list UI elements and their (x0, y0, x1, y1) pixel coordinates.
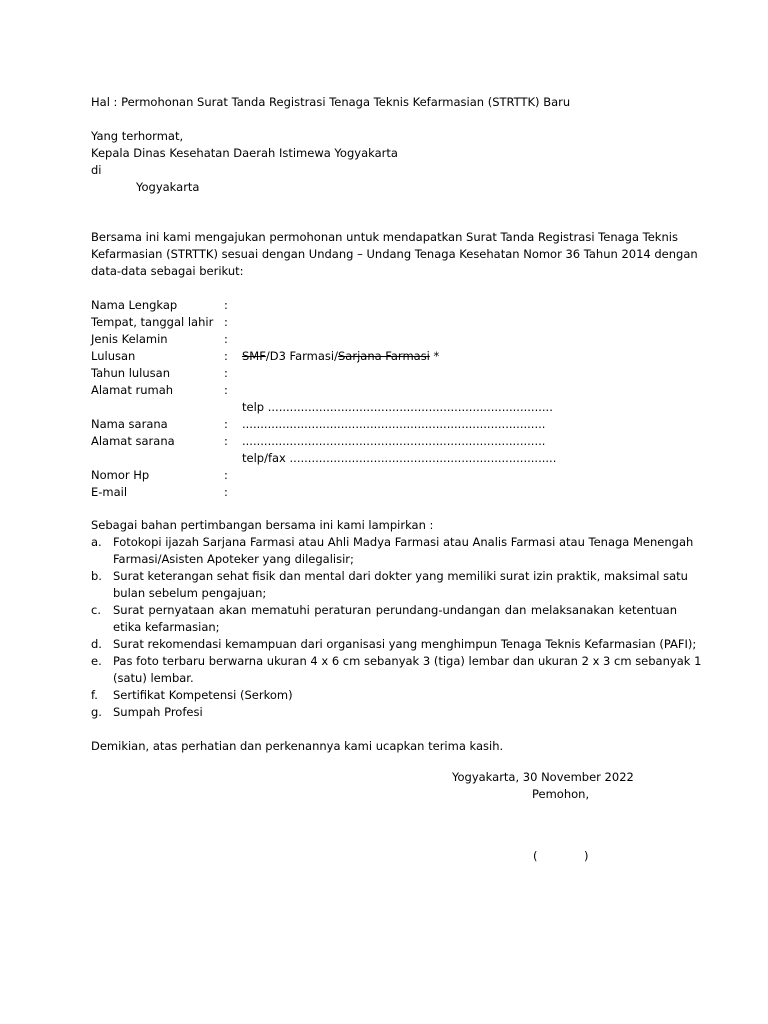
attachment-letter: d. (91, 637, 102, 651)
lulusan-option-sarjana: Sarjana Farmasi (338, 349, 430, 363)
field-colon: : (224, 315, 228, 329)
lulusan-option-d3: /D3 Farmasi/ (265, 349, 338, 363)
closing-sentence: Demikian, atas perhatian dan perkenannya kami ucapkan terima kasih. (91, 739, 504, 753)
attachment-item-line: Surat keterangan sehat fisik dan mental dari dokter yang memiliki surat izin praktik, maksimal satu (113, 569, 688, 583)
field-colon: : (224, 468, 228, 482)
field-label-jenis-kelamin: Jenis Kelamin (91, 332, 168, 346)
attachment-letter: g. (91, 705, 102, 719)
attachment-item-line: Farmasi/Asisten Apoteker yang dilegalisir; (113, 552, 354, 566)
attachment-item-line: Sumpah Profesi (113, 705, 203, 719)
attachment-item-line: etika kefarmasian; (113, 620, 220, 634)
signature-open-paren: ( (533, 849, 538, 863)
attachment-item-line: (satu) lembar. (113, 671, 194, 685)
letter-subject: Hal : Permohonan Surat Tanda Registrasi Tenaga Teknis Kefarmasian (STRTTK) Baru (91, 95, 571, 109)
attachment-letter: f. (91, 688, 98, 702)
field-colon: : (224, 485, 228, 499)
attachment-item-line: Surat rekomendasi kemampuan dari organisasi yang menghimpun Tenaga Teknis Kefarmasian (PAFI); (113, 637, 697, 651)
attachment-item-line: bulan sebelum pengajuan; (113, 586, 267, 600)
attachment-letter: a. (91, 535, 102, 549)
field-label-email: E-mail (91, 485, 128, 499)
field-colon: : (224, 332, 228, 346)
recipient-di: di (91, 163, 102, 177)
recipient: Kepala Dinas Kesehatan Daerah Istimewa Yogyakarta (91, 146, 398, 160)
signer-role: Pemohon, (532, 787, 590, 801)
lulusan-asterisk: * (429, 349, 440, 363)
field-colon: : (224, 349, 228, 363)
field-colon: : (224, 434, 228, 448)
attachment-item-line: Fotokopi ijazah Sarjana Farmasi atau Ahli Madya Farmasi atau Analis Farmasi atau Tenaga Menengah (113, 535, 694, 549)
field-label-nomor-hp: Nomor Hp (91, 468, 150, 482)
intro-line-1: Bersama ini kami mengajukan permohonan untuk mendapatkan Surat Tanda Registrasi Tenaga Teknis (91, 230, 678, 244)
attachment-letter: e. (91, 654, 102, 668)
alamat-sarana-dots: ................................................................................... (242, 434, 546, 448)
lulusan-option-smf: SMF (242, 349, 266, 363)
signature-close-paren: ) (584, 849, 589, 863)
lulusan-options (242, 348, 439, 364)
field-label-tahun-lulusan: Tahun lulusan (91, 366, 170, 380)
attachments-intro: Sebagai bahan pertimbangan bersama ini kami lampirkan : (91, 518, 434, 532)
intro-line-3: data-data sebagai berikut: (91, 264, 244, 278)
attachment-item-line: Pas foto terbaru berwarna ukuran 4 x 6 cm sebanyak 3 (tiga) lembar dan ukuran 2 x 3 cm sebanyak 1 (113, 654, 702, 668)
field-label-nama-lengkap: Nama Lengkap (91, 298, 178, 312)
attachment-letter: c. (91, 603, 101, 617)
field-colon: : (224, 366, 228, 380)
place-date: Yogyakarta, 30 November 2022 (452, 770, 634, 784)
field-colon: : (224, 298, 228, 312)
greeting: Yang terhormat, (91, 129, 184, 143)
field-label-lulusan: Lulusan (91, 349, 136, 363)
field-label-nama-sarana: Nama sarana (91, 417, 168, 431)
telp-line: telp .............................................................................. (242, 400, 553, 414)
attachment-item-line: Sertifikat Kompetensi (Serkom) (113, 688, 293, 702)
recipient-city: Yogyakarta (136, 180, 200, 194)
telpfax-line: telp/fax ......................................................................... (242, 451, 557, 465)
nama-sarana-dots: ................................................................................... (242, 417, 546, 431)
field-colon: : (224, 383, 228, 397)
field-label-ttl: Tempat, tanggal lahir (91, 315, 214, 329)
attachment-letter: b. (91, 569, 102, 583)
field-label-alamat-sarana: Alamat sarana (91, 434, 175, 448)
field-label-alamat-rumah: Alamat rumah (91, 383, 174, 397)
field-colon: : (224, 417, 228, 431)
attachment-item-line: Surat pernyataan akan mematuhi peraturan perundang-undangan dan melaksanakan ketentuan (113, 603, 677, 617)
intro-line-2: Kefarmasian (STRTTK) sesuai dengan Undang – Undang Tenaga Kesehatan Nomor 36 Tahun 2014 dengan (91, 247, 698, 261)
